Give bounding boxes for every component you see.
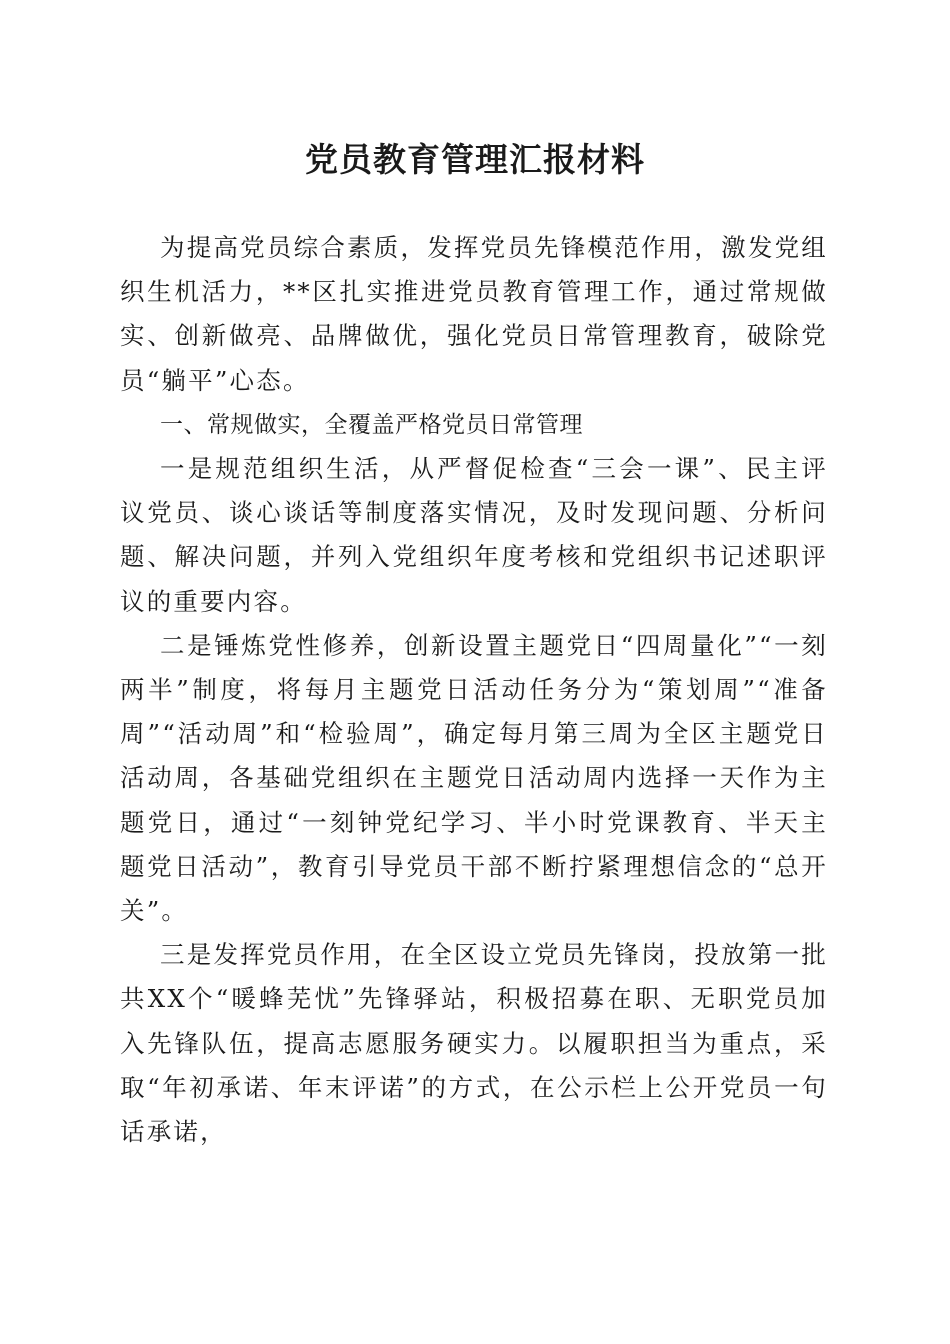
- body-paragraph-3: 三是发挥党员作用，在全区设立党员先锋岗，投放第一批共XX个“暖蜂芜忧”先锋驿站，积极招募在职、无职党员加入先锋队伍，提高志愿服务硬实力。以履职担当为重点，采取“年初承诺、年末评诺”的方式，在公示栏上公开党员一句话承诺，: [120, 940, 828, 1147]
- intro-paragraph: 为提高党员综合素质，发挥党员先锋模范作用，激发党组织生机活力，**区扎实推进党员教育管理工作，通过常规做实、创新做亮、品牌做优，强化党员日常管理教育，破除党员“躺平”心态。: [120, 233, 828, 395]
- section-heading-1: 一、常规做实，全覆盖严格党员日常管理: [160, 411, 583, 438]
- body-paragraph-2: 二是锤炼党性修养，创新设置主题党日“四周量化”“一刻两半”制度，将每月主题党日活动任务分为“策划周”“准备周”“活动周”和“检验周”，确定每月第三周为全区主题党日活动周，各基础党组织在主题党日活动周内选择一天作为主题党日，通过“一刻钟党纪学习、半小时党课教育、半天主题党日活动”，教育引导党员干部不断拧紧理想信念的“总开关”。: [120, 630, 828, 926]
- document-body: [120, 226, 828, 1154]
- document-title: 党员教育管理汇报材料: [305, 140, 645, 179]
- body-paragraph-1: 一是规范组织生活，从严督促检查“三会一课”、民主评议党员、谈心谈话等制度落实情况，及时发现问题、分析问题、解决问题，并列入党组织年度考核和党组织书记述职评议的重要内容。: [120, 454, 828, 616]
